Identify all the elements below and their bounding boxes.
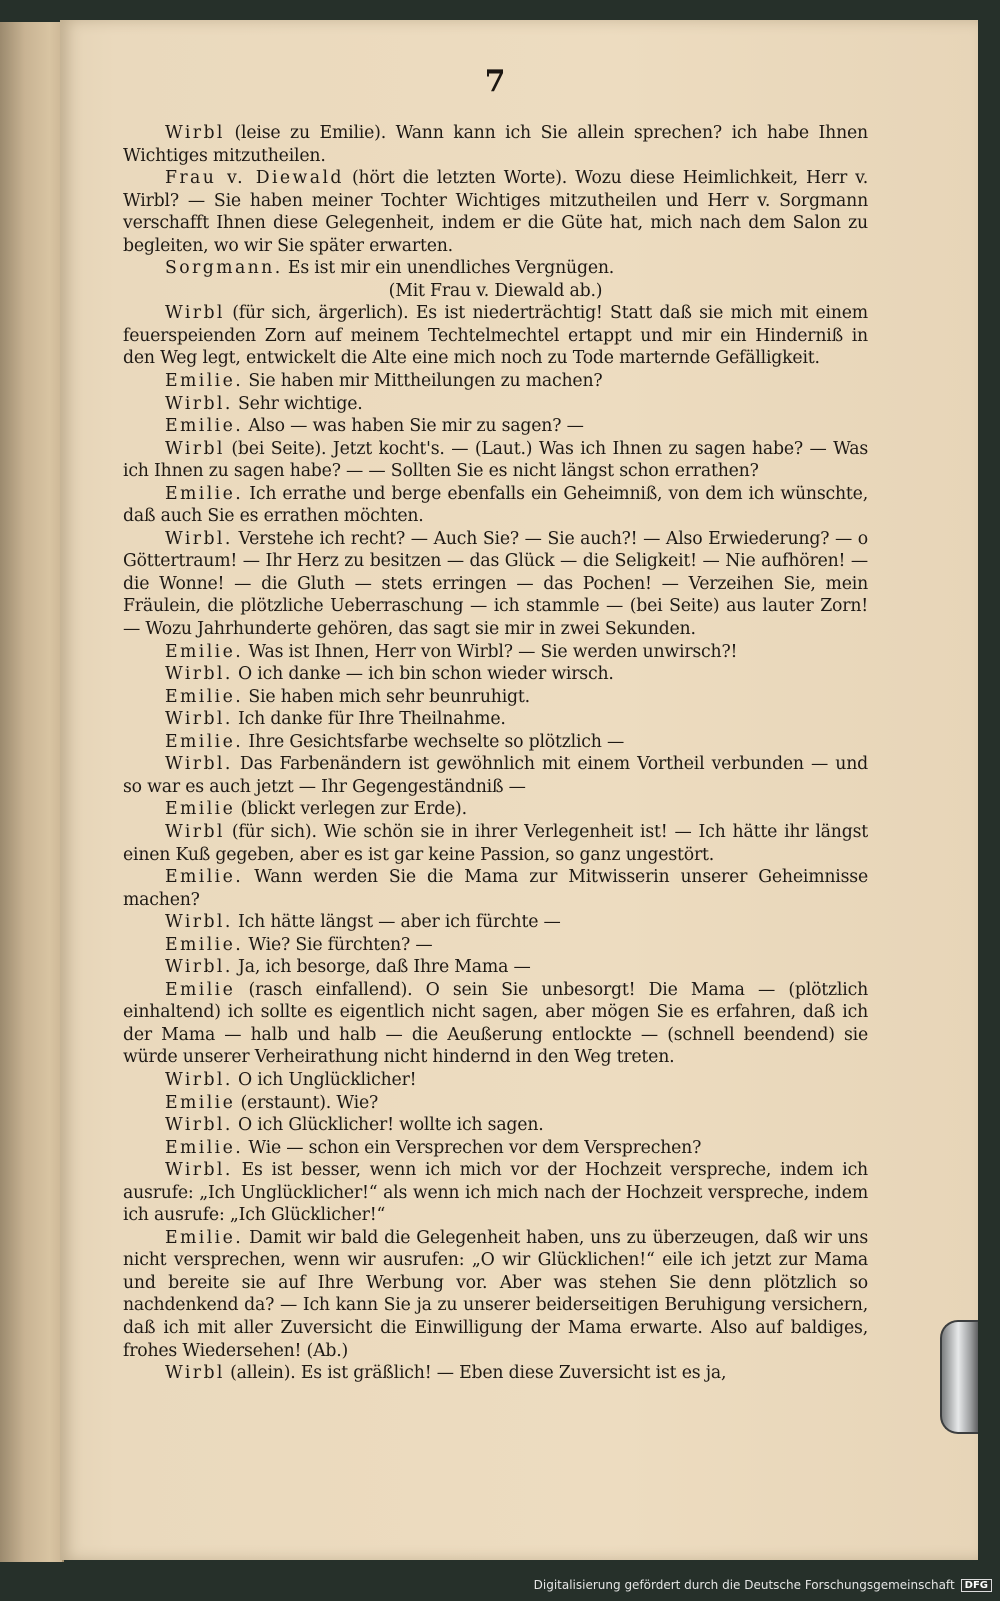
speaker-name: Wirbl. <box>165 754 233 775</box>
speaker-name: Wirbl. <box>165 1160 233 1181</box>
dialogue-text: Es ist niederträchtig! Statt daß sie mich mit einem feuerspeienden Zorn auf meinem Techtelmechtel ertappt und mir ein Hinderniß in den Weg legt, entwickelt die Alte eine mich noch zu Tode marternde Gefälligkeit. <box>123 303 868 369</box>
stage-direction: (hört die letzten Worte). <box>343 168 568 189</box>
dialogue-text: Es ist gräßlich! — Eben diese Zuversicht ist es ja, <box>295 1363 727 1384</box>
speaker-name: Wirbl <box>165 123 225 143</box>
paragraph <box>123 934 868 957</box>
stage-direction: (rasch einfallend). <box>235 979 413 1000</box>
speaker-name: Wirbl <box>165 438 225 459</box>
paragraph <box>123 393 868 416</box>
paragraph <box>123 415 868 438</box>
dialogue-text: O ich Glücklicher! wollte ich sagen. <box>232 1115 544 1136</box>
speaker-name: Wirbl. <box>165 957 233 978</box>
speaker-name: Emilie. <box>165 1137 244 1158</box>
paragraph <box>123 257 868 280</box>
paragraph <box>123 821 868 866</box>
footer <box>534 1578 992 1592</box>
dialogue-text: Wie — schon ein Versprechen vor dem Versprechen? <box>243 1137 702 1158</box>
paragraph <box>123 731 868 754</box>
stage-direction: (bei Seite). <box>224 438 327 459</box>
speaker-name: Frau v. Diewald <box>165 168 344 189</box>
speaker-name: Wirbl <box>165 821 225 842</box>
stage-direction: (leise zu Emilie). <box>224 123 386 143</box>
speaker-name: Wirbl. <box>165 912 233 933</box>
speaker-name: Emilie. <box>165 934 244 955</box>
speaker-name: Emilie. <box>165 731 244 752</box>
paragraph <box>123 528 868 641</box>
stage-direction: (blickt verlegen zur Erde). <box>235 799 467 820</box>
dialogue-text: Es ist mir ein unendliches Vergnügen. <box>282 258 615 279</box>
dialogue-text: Was ist Ihnen, Herr von Wirbl? — Sie werden unwirsch?! <box>243 641 738 662</box>
paragraph <box>123 167 868 257</box>
dialogue-text: Jetzt kocht's. — (Laut.) Was ich Ihnen zu sagen habe? — Was ich Ihnen zu sagen habe? — — Sollten Sie es nicht längst schon errathen? <box>123 438 868 482</box>
speaker-name: Emilie <box>165 979 236 1000</box>
book-spine <box>0 22 64 1562</box>
page-clip <box>940 1320 978 1434</box>
paragraph <box>123 956 868 979</box>
paragraph <box>123 663 868 686</box>
speaker-name: Emilie. <box>165 1227 244 1248</box>
dialogue-text: O ich Unglücklicher! <box>232 1069 417 1090</box>
dialogue-text: Damit wir bald die Gelegenheit haben, uns zu überzeugen, daß wir uns nicht versprechen, wenn wir ausrufen: „O wir Glücklichen!“ eile ich jetzt zur Mama und bereite sie auf Ihre Werbung vor. Aber was stehen Sie denn plötzlich so nachdenkend da? — Ich kann Sie ja zu unserer beiderseitigen Beruhigung versichern, daß ich mit aller Zuversicht die Einwilligung der Mama erwarte. Also auf baldiges, frohes Wiedersehen! (Ab.) <box>123 1227 868 1361</box>
paragraph <box>123 911 868 934</box>
speaker-name: Wirbl. <box>165 1115 233 1136</box>
stage-direction: (allein). <box>224 1363 296 1384</box>
paragraph <box>123 1069 868 1092</box>
speaker-name: Wirbl. <box>165 393 233 414</box>
dialogue-text: Wie? <box>331 1092 379 1113</box>
dialogue-text: Ich danke für Ihre Theilnahme. <box>232 709 506 730</box>
speaker-name: Emilie. <box>165 483 244 504</box>
dialogue-text: Wie schön sie in ihrer Verlegenheit ist! — Ich hätte ihr längst einen Kuß gegeben, aber es ist gar keine Passion, so ganz ungestört. <box>123 821 868 865</box>
page-number: 7 <box>484 64 506 99</box>
dialogue-text: Es ist besser, wenn ich mich vor der Hochzeit verspreche, indem ich ausrufe: „Ich Unglücklicher!“ als wenn ich mich nach der Hochzeit verspreche, indem ich ausrufe: „Ich Glücklicher!“ <box>123 1160 868 1226</box>
dfg-logo: DFG <box>961 1579 992 1592</box>
speaker-name: Emilie. <box>165 867 244 888</box>
stage-direction: (erstaunt). <box>235 1092 332 1113</box>
speaker-name: Wirbl. <box>165 1069 233 1090</box>
speaker-name: Wirbl. <box>165 664 233 685</box>
paragraph <box>123 370 868 393</box>
stage-direction: (für sich). <box>224 821 317 842</box>
dialogue-text: Wie? Sie fürchten? — <box>243 934 433 955</box>
dialogue-text: Ich hätte längst — aber ich fürchte — <box>232 912 561 933</box>
dialogue-text: Ihre Gesichtsfarbe wechselte so plötzlich — <box>243 731 625 752</box>
speaker-name: Emilie. <box>165 686 244 707</box>
dialogue-text: Verstehe ich recht? — Auch Sie? — Sie auch?! — Also Erwiederung? — o Göttertraum! — Ihr Herz zu besitzen — das Glück — die Seligkeit! — Nie aufhören! — die Wonne! — die Gluth — stets erringen — das Pochen! — Verzeihen Sie, mein Fräulein, die plötzliche Ueberraschung — ich stammle — (bei Seite) aus lauter Zorn! — Wozu Jahrhunderte gehören, das sagt sie mir in zwei Sekunden. <box>123 528 868 640</box>
speaker-name: Emilie <box>165 799 236 820</box>
dialogue-text: Ich errathe und berge ebenfalls ein Geheimniß, von dem ich wünschte, daß auch Sie es errathen möchten. <box>123 483 868 527</box>
dialogue-text: Ja, ich besorge, daß Ihre Mama — <box>232 957 531 978</box>
paragraph <box>123 280 868 303</box>
dialogue-text: O ich danke — ich bin schon wieder wirsch. <box>232 664 614 685</box>
dialogue-text: O sein Sie unbesorgt! Die Mama — (plötzlich einhaltend) ich sollte es eigentlich nicht sagen, aber mögen Sie es erfahren, daß ich der Mama — halb und halb — die Aeußerung entlockte — (schnell beendend) sie würde unserer Verheirathung nicht hindernd in den Weg treten. <box>123 979 868 1068</box>
paragraph <box>123 1114 868 1137</box>
paragraph <box>123 798 868 821</box>
dialogue-text: Sie haben mich sehr beunruhigt. <box>243 686 530 707</box>
paragraph <box>123 483 868 528</box>
speaker-name: Wirbl <box>165 1363 225 1384</box>
paragraph <box>123 686 868 709</box>
paragraph <box>123 641 868 664</box>
paragraph <box>123 1362 868 1385</box>
page-text <box>123 122 868 1385</box>
speaker-name: Wirbl. <box>165 709 233 730</box>
paragraph <box>123 753 868 798</box>
speaker-name: Emilie <box>165 1092 236 1113</box>
dialogue-text: Wann kann ich Sie allein sprechen? ich habe Ihnen Wichtiges mitzutheilen. <box>123 123 868 166</box>
speaker-name: Sorgmann. <box>165 258 283 279</box>
paragraph <box>123 302 868 370</box>
dialogue-text: Sie haben mir Mittheilungen zu machen? <box>243 371 603 392</box>
paragraph <box>123 1159 868 1227</box>
dialogue-text: Wozu diese Heimlichkeit, Herr v. Wirbl? — Sie haben meiner Tochter Wichtiges mitzutheilen und Herr v. Sorgmann verschafft Ihnen diese Gelegenheit, indem er die Güte hat, mich nach dem Salon zu begleiten, wo wir Sie später erwarten. <box>123 168 868 256</box>
speaker-name: Wirbl. <box>165 528 233 549</box>
dialogue-text: Das Farbenändern ist gewöhnlich mit einem Vortheil verbunden — und so war es auch jetzt — Ihr Gegengeständniß — <box>123 754 868 797</box>
footer-credit: Digitalisierung gefördert durch die Deutsche Forschungsgemeinschaft <box>533 1578 955 1592</box>
paragraph <box>123 122 868 167</box>
paragraph <box>123 866 868 911</box>
stage-direction: (für sich, ärgerlich). <box>224 303 409 324</box>
paragraph <box>123 979 868 1069</box>
dialogue-text: Also — was haben Sie mir zu sagen? — <box>243 416 584 437</box>
paragraph <box>123 708 868 731</box>
speaker-name: Emilie. <box>165 641 244 662</box>
paragraph <box>123 1092 868 1115</box>
paragraph <box>123 438 868 483</box>
dialogue-text: Wann werden Sie die Mama zur Mitwisserin unserer Geheimnisse machen? <box>123 867 868 910</box>
dialogue-text: (Mit Frau v. Diewald ab.) <box>388 280 603 301</box>
dialogue-text: Sehr wichtige. <box>232 393 363 414</box>
paragraph <box>123 1227 868 1362</box>
speaker-name: Wirbl <box>165 303 225 324</box>
paragraph <box>123 1137 868 1160</box>
speaker-name: Emilie. <box>165 371 244 392</box>
speaker-name: Emilie. <box>165 416 244 437</box>
